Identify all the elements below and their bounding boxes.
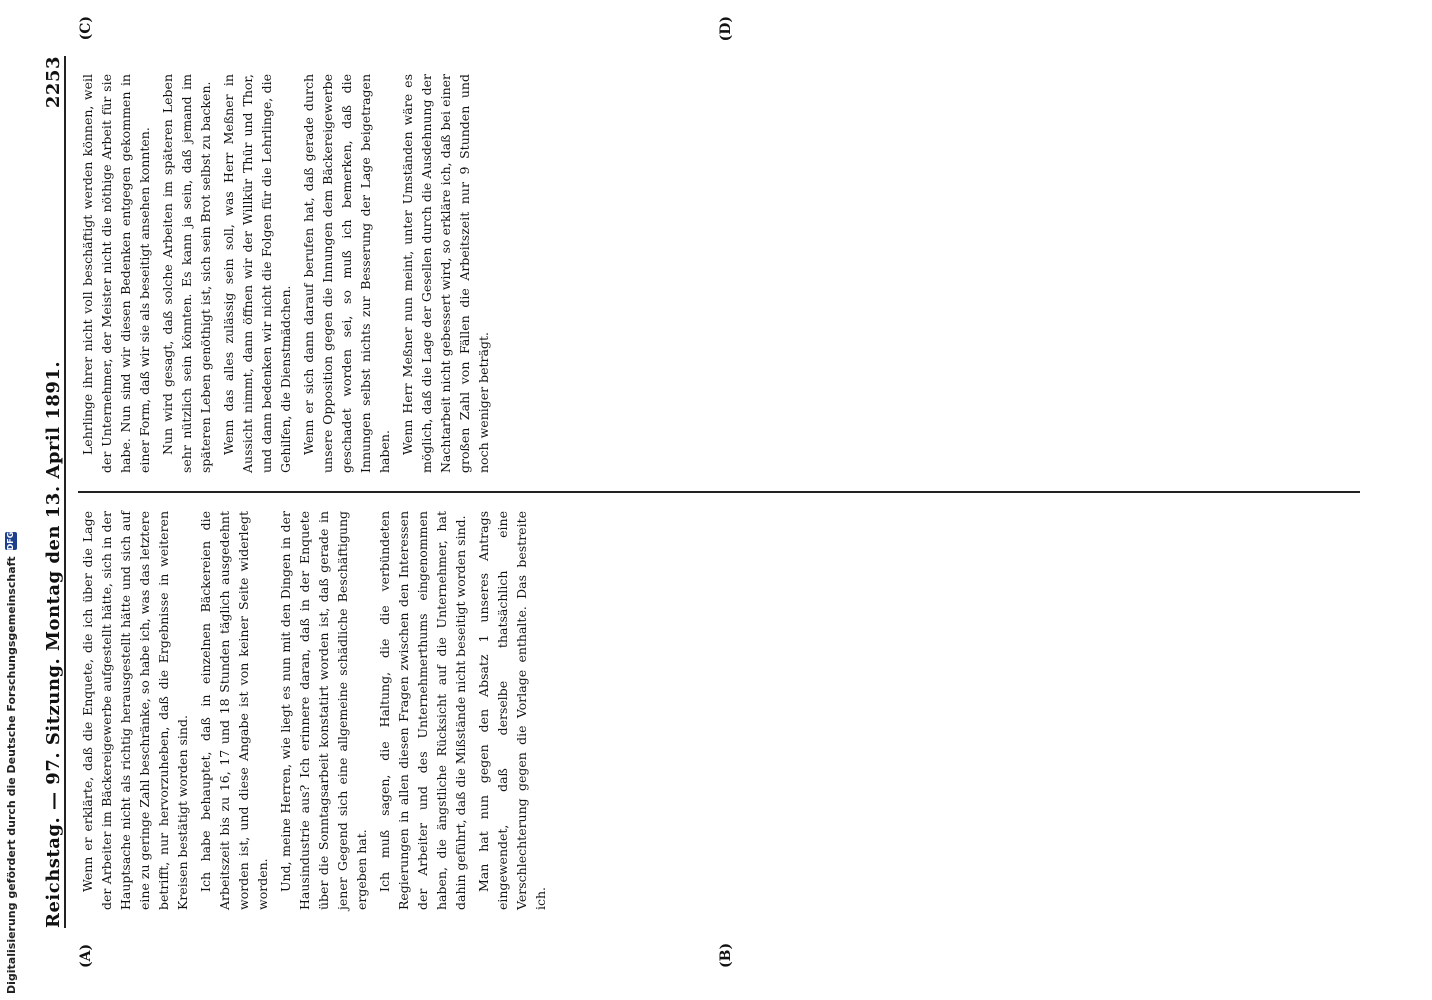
dfg-logo-icon: DFG <box>6 531 15 551</box>
paragraph: Wenn das alles zulässig sein soll, was Herr Meßner in Aussicht nimmt, dann öffnen wir der Willkür Thür und Thor, und dann bedenken wir nicht die Folgen für die Lehrlinge, die Gehilfen, die Dienstmädchen. <box>221 74 293 473</box>
paragraph: Wenn Herr Meßner nun meint, unter Umständen wäre es möglich, daß die Lage der Gesellen durch die Ausdehnung der Nachtarbeit nicht gebessert wird, so erkläre ich, daß bei einer großen Zahl von Fällen die Arbeitszeit nur 9 Stunden und noch weniger beträgt. <box>400 74 491 473</box>
digitization-text: Digitalisierung gefördert durch die Deutsche Forschungsgemeinschaft <box>4 556 18 994</box>
digitization-note <box>4 531 18 994</box>
paragraph: Ich muß sagen, die Haltung, die die verbündeten Regierungen in allen diesen Fragen zwischen den Interessen der Arbeiter und des Unternehmerthums eingenommen haben, die ängstliche Rücksicht auf die Unternehmer, hat dahin geführt, daß die Mißstände nicht beseitigt worden sind. <box>377 511 468 910</box>
paragraph: Lehrlinge ihrer nicht voll beschäftigt werden können, weil der Unternehmer, der Meister nicht die nöthige Arbeit für sie habe. Nun sind wir diesen Bedenken entgegen gekommen in einer Form, daß wir sie als beseitigt ansehen konnten. <box>80 74 152 473</box>
margin-marker-c: (C) <box>78 16 94 41</box>
paragraph: Wenn er sich dann darauf berufen hat, daß gerade durch unsere Opposition gegen die Innungen dem Bäckereigewerbe geschadet worden sei, so muß ich bemerken, daß die Innungen selbst nichts zur Besserung der Lage beigetragen haben. <box>301 74 392 473</box>
margin-marker-b: (B) <box>718 942 734 968</box>
paragraph: Und, meine Herren, wie liegt es nun mit den Dingen in der Hausindustrie aus? Ich erinnere daran, daß in der Enquete über die Sonntagsarbeit konstatirt worden ist, daß gerade in jener Gegend sich eine allgemeine schädliche Beschäftigung ergeben hat. <box>278 511 369 910</box>
paragraph: Ich habe behauptet, daß in einzelnen Bäckereien die Arbeitszeit bis zu 16, 17 und 18 Stunden täglich ausgedehnt worden ist, und diese Angabe ist von keiner Seite widerlegt worden. <box>198 511 270 910</box>
margin-marker-a: (A) <box>78 943 94 968</box>
left-column <box>78 493 1360 928</box>
paragraph: Wenn er erklärte, daß die Enquete, die ich über die Lage der Arbeiter im Bäckereigewerbe aufgestellt hätte, sich in der Hauptsache nicht als richtig herausgestellt hätte und sich auf eine zu geringe Zahl beschränke, so habe ich, was das letztere betrifft, nur hervorzuheben, daß die Ergebnisse in weiteren Kreisen bestätigt worden sind. <box>80 511 190 910</box>
column-divider <box>78 491 1360 493</box>
paragraph: Man hat nun gegen den Absatz 1 unseres Antrags eingewendet, daß derselbe thatsächlich eine Verschlechterung gegen die Vorlage enthalte. Das bestreite ich. <box>476 511 548 910</box>
text-columns <box>78 16 1360 968</box>
margin-marker-d: (D) <box>718 16 734 42</box>
paragraph: Nun wird gesagt, daß solche Arbeiten im späteren Leben sehr nützlich sein könnten. Es kann ja sein, daß jemand im späteren Leben genöthigt ist, sich sein Brot selbst zu backen. <box>160 74 213 473</box>
page-number: 2253 <box>43 56 64 109</box>
right-column <box>78 56 1360 491</box>
page-header <box>30 56 66 928</box>
running-title: Reichstag. — 97. Sitzung. Montag den 13. April 1891. <box>43 360 64 928</box>
